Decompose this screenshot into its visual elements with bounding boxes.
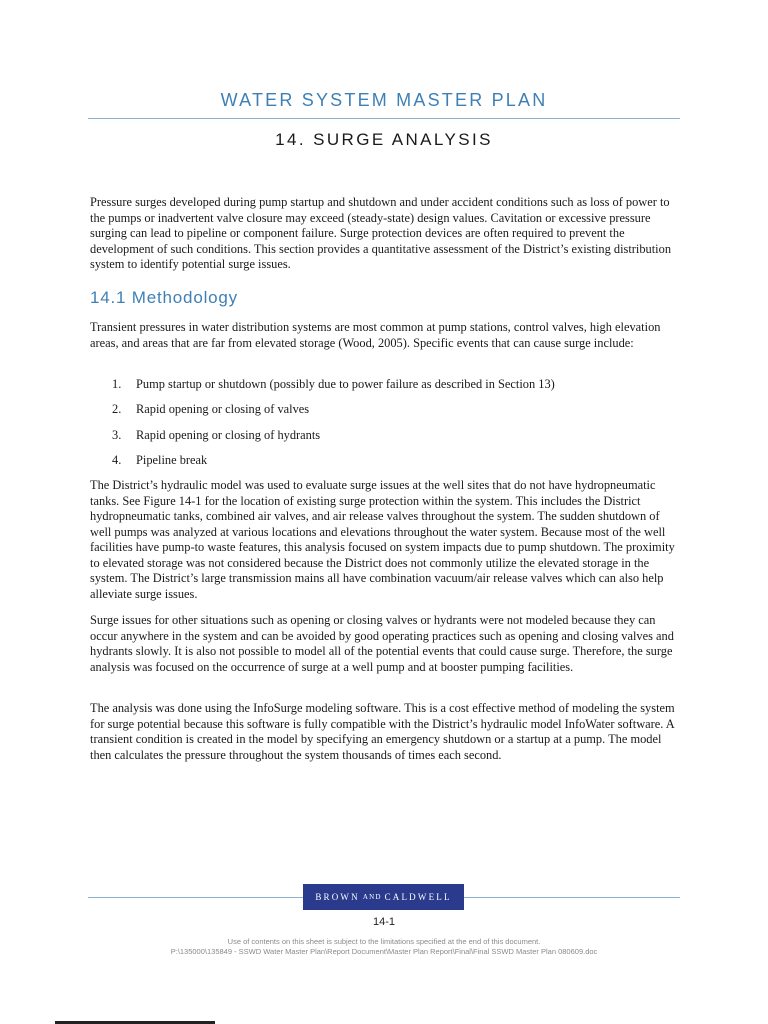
header-divider xyxy=(88,118,680,119)
methodology-paragraph-3: Surge issues for other situations such as opening or closing valves or hydrants were not modeled because they can occur anywhere in the system and can be avoided by good operating practices such as opening and closing valves and hydrants slowly. It is also not possible to model all of the potential events that could cause surge. Therefore, the surge analysis was focused on the occurrence of surge at a well pump and at booster pumping facilities. xyxy=(90,613,674,674)
list-item-number: 4. xyxy=(112,453,122,467)
list-item-text: Pump startup or shutdown (possibly due to power failure as described in Section 13) xyxy=(136,377,555,391)
methodology-body-2 xyxy=(90,478,682,602)
methodology-paragraph-1: Transient pressures in water distribution systems are most common at pump stations, control valves, high elevation areas, and areas that are far from elevated storage (Wood, 2005). Specific events that can cause surge include: xyxy=(90,320,661,350)
chapter-title: 14. SURGE ANALYSIS xyxy=(275,130,493,149)
list-item-text: Rapid opening or closing of hydrants xyxy=(136,428,321,442)
footer-file-path: P:\135000\135849 - SSWD Water Master Plan\Report Document\Master Plan Report\Final\Final SSWD Master Plan 080609.doc xyxy=(170,947,598,956)
list-item xyxy=(112,428,672,444)
intro-paragraph: Pressure surges developed during pump startup and shutdown and under accident conditions such as loss of power to the pumps or inadvertent valve closure may exceed (steady-state) design values. Cavitation or excessive pressure surging can lead to pipeline or component failure. Surge protection devices are often required to prevent the development of such conditions. This section provides a quantitative assessment of the District’s existing distribution system to identify potential surge issues. xyxy=(90,195,672,271)
list-item-number: 1. xyxy=(112,377,122,391)
methodology-body-3 xyxy=(90,613,682,675)
list-item-text: Rapid opening or closing of valves xyxy=(136,402,310,416)
logo-text-caldwell: CALDWELL xyxy=(384,892,452,902)
methodology-body-4 xyxy=(90,701,682,763)
list-item xyxy=(112,453,672,469)
list-item-number: 3. xyxy=(112,428,122,442)
list-item xyxy=(112,377,672,393)
list-item xyxy=(112,402,672,418)
intro-section xyxy=(90,195,682,273)
page-header-title: WATER SYSTEM MASTER PLAN xyxy=(220,90,548,110)
list-item-text: Pipeline break xyxy=(136,453,208,467)
logo-text-and: AND xyxy=(362,893,382,901)
methodology-intro xyxy=(90,320,682,351)
footer-disclaimer: Use of contents on this sheet is subject to the limitations specified at the end of this document. xyxy=(227,937,541,946)
page-number: 14-1 xyxy=(372,916,396,928)
methodology-paragraph-2: The District’s hydraulic model was used to evaluate surge issues at the well sites that do not have hydropneumatic tanks. See Figure 14-1 for the location of existing surge protection within the system. This includes the District hydropneumatic tanks, combined air valves, and air release valves throughout the system. The sudden shutdown of well pumps was analyzed at various locations and elevations throughout the water system. Because most of the well facilities have pump-to waste features, this analysis focused on system impacts due to pump shutdown. The proximity to elevated storage was not considered because the District does not commonly utilize the elevated storage in the system. The District’s large transmission mains all have combination vacuum/air release valves which can also help alleviate surge issues. xyxy=(90,478,675,601)
section-heading: 14.1 Methodology xyxy=(90,288,238,307)
company-logo xyxy=(303,884,464,910)
logo-text-brown: BROWN xyxy=(315,892,360,902)
methodology-paragraph-4: The analysis was done using the InfoSurge modeling software. This is a cost effective method of modeling the system for surge potential because this software is fully compatible with the District’s hydraulic model InfoWater software. A transient condition is created in the model by specifying an emergency shutdown or a startup at a pump. The model then calculates the pressure throughout the system thousands of times each second. xyxy=(90,701,675,762)
list-item-number: 2. xyxy=(112,402,122,416)
